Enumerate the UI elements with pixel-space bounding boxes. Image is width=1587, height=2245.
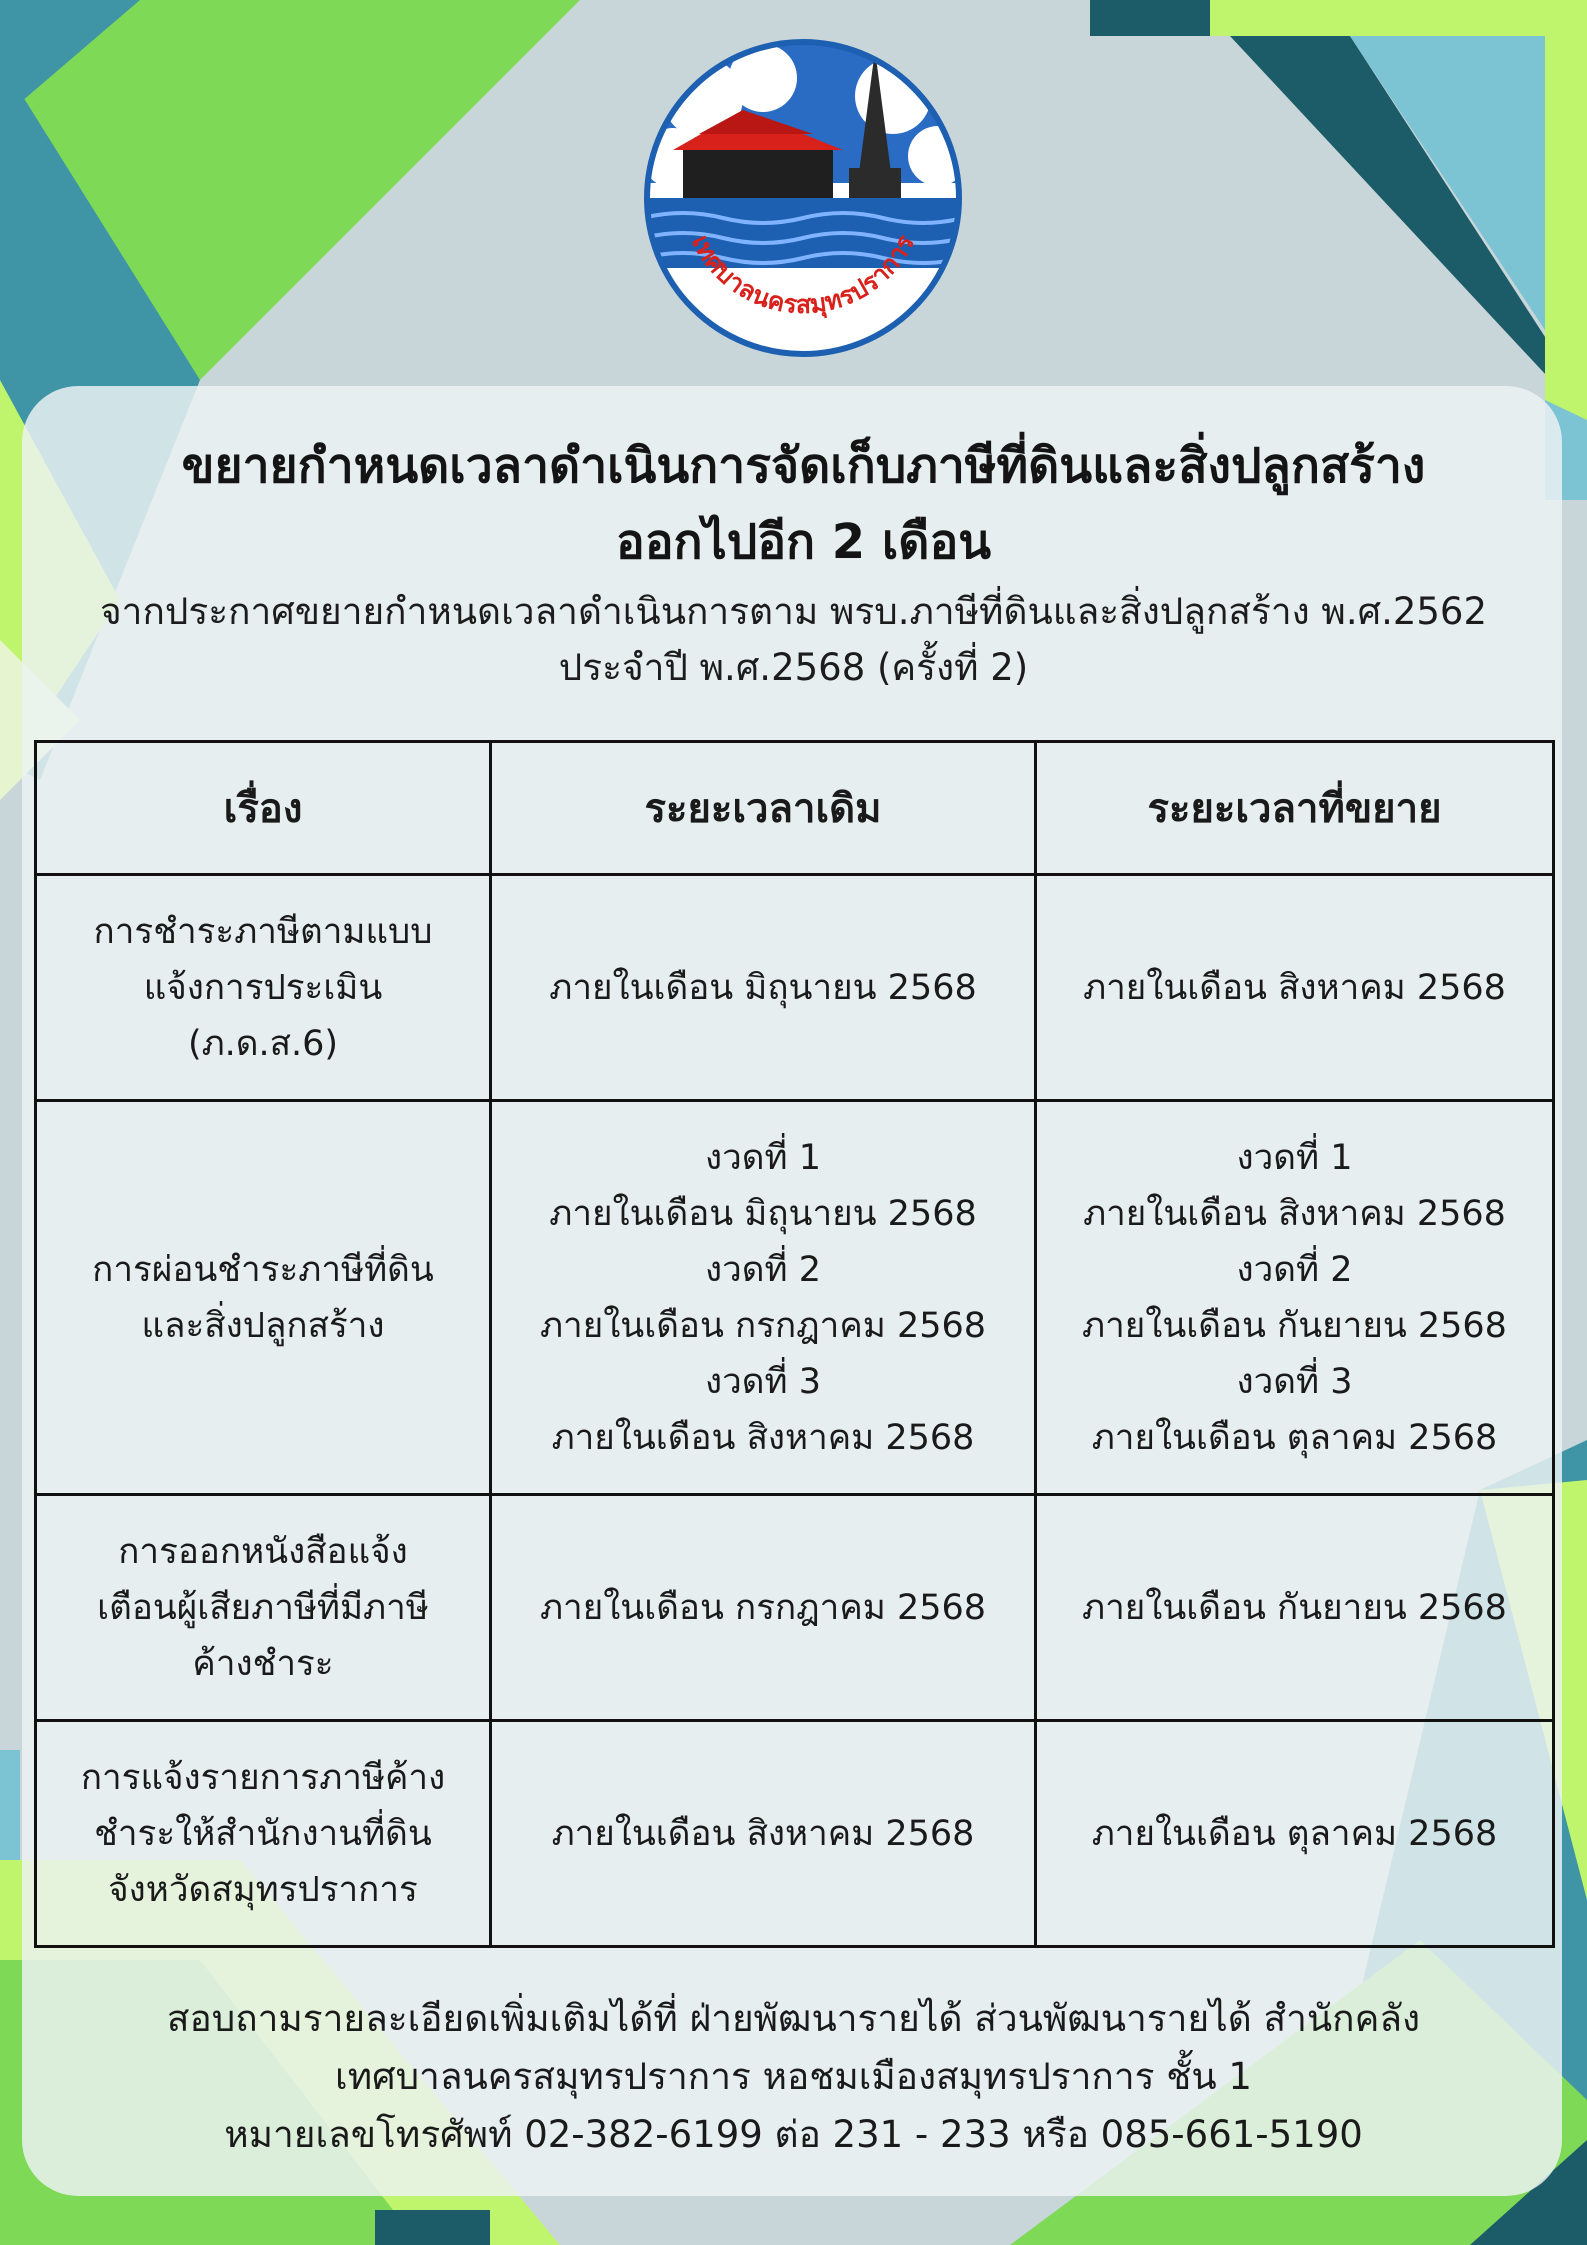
original-period-cell: ภายในเดือน สิงหาคม 2568	[491, 1721, 1036, 1947]
page-subtitle	[30, 584, 1557, 696]
contact-info	[40, 1990, 1547, 2164]
table-row	[36, 1101, 1554, 1495]
topic-cell: การแจ้งรายการภาษีค้าง ชำระให้สำนักงานที่ดิน จังหวัดสมุทรปราการ	[36, 1721, 491, 1947]
contact-line-2: เทศบาลนครสมุทรปราการ หอชมเมืองสมุทรปราการ ชั้น 1	[335, 2055, 1252, 2098]
topic-cell: การผ่อนชำระภาษีที่ดิน และสิ่งปลูกสร้าง	[36, 1101, 491, 1495]
schedule-table	[34, 740, 1555, 1948]
title-line-1: ขยายกำหนดเวลาดำเนินการจัดเก็บภาษีที่ดินและสิ่งปลูกสร้าง	[181, 438, 1426, 494]
extended-period-cell: ภายในเดือน กันยายน 2568	[1036, 1495, 1554, 1721]
page-title	[40, 428, 1567, 580]
extended-period-cell: ภายในเดือน สิงหาคม 2568	[1036, 875, 1554, 1101]
extended-period-cell: งวดที่ 1 ภายในเดือน สิงหาคม 2568 งวดที่ 2 ภายในเดือน กันยายน 2568 งวดที่ 3 ภายในเดือน ตุลาคม 2568	[1036, 1101, 1554, 1495]
table-row	[36, 1721, 1554, 1947]
svg-text:เทศบาลนครสมุทรปราการ: เทศบาลนครสมุทรปราการ	[685, 230, 921, 320]
contact-phone: หมายเลขโทรศัพท์ 02-382-6199 ต่อ 231 - 233 หรือ 085-661-5190	[224, 2113, 1363, 2156]
original-period-cell: ภายในเดือน มิถุนายน 2568	[491, 875, 1036, 1101]
original-period-cell: งวดที่ 1 ภายในเดือน มิถุนายน 2568 งวดที่ 2 ภายในเดือน กรกฎาคม 2568 งวดที่ 3 ภายในเดือน สิงหาคม 2568	[491, 1101, 1036, 1495]
header-extended-period: ระยะเวลาที่ขยาย	[1036, 742, 1554, 875]
table-row	[36, 1495, 1554, 1721]
table-row	[36, 875, 1554, 1101]
topic-cell: การชำระภาษีตามแบบ แจ้งการประเมิน (ภ.ด.ส.6)	[36, 875, 491, 1101]
table-header-row	[36, 742, 1554, 875]
contact-line-1: สอบถามรายละเอียดเพิ่มเติมได้ที่ ฝ่ายพัฒนารายได้ ส่วนพัฒนารายได้ สำนักคลัง	[166, 1997, 1421, 2040]
header-original-period: ระยะเวลาเดิม	[491, 742, 1036, 875]
topic-cell: การออกหนังสือแจ้ง เตือนผู้เสียภาษีที่มีภาษี ค้างชำระ	[36, 1495, 491, 1721]
subtitle-line-2: ประจำปี พ.ศ.2568 (ครั้งที่ 2)	[558, 646, 1029, 689]
subtitle-line-1: จากประกาศขยายกำหนดเวลาดำเนินการตาม พรบ.ภาษีที่ดินและสิ่งปลูกสร้าง พ.ศ.2562	[100, 590, 1487, 633]
original-period-cell: ภายในเดือน กรกฎาคม 2568	[491, 1495, 1036, 1721]
header-topic: เรื่อง	[36, 742, 491, 875]
extended-period-cell: ภายในเดือน ตุลาคม 2568	[1036, 1721, 1554, 1947]
title-line-2: ออกไปอีก 2 เดือน	[615, 514, 992, 570]
